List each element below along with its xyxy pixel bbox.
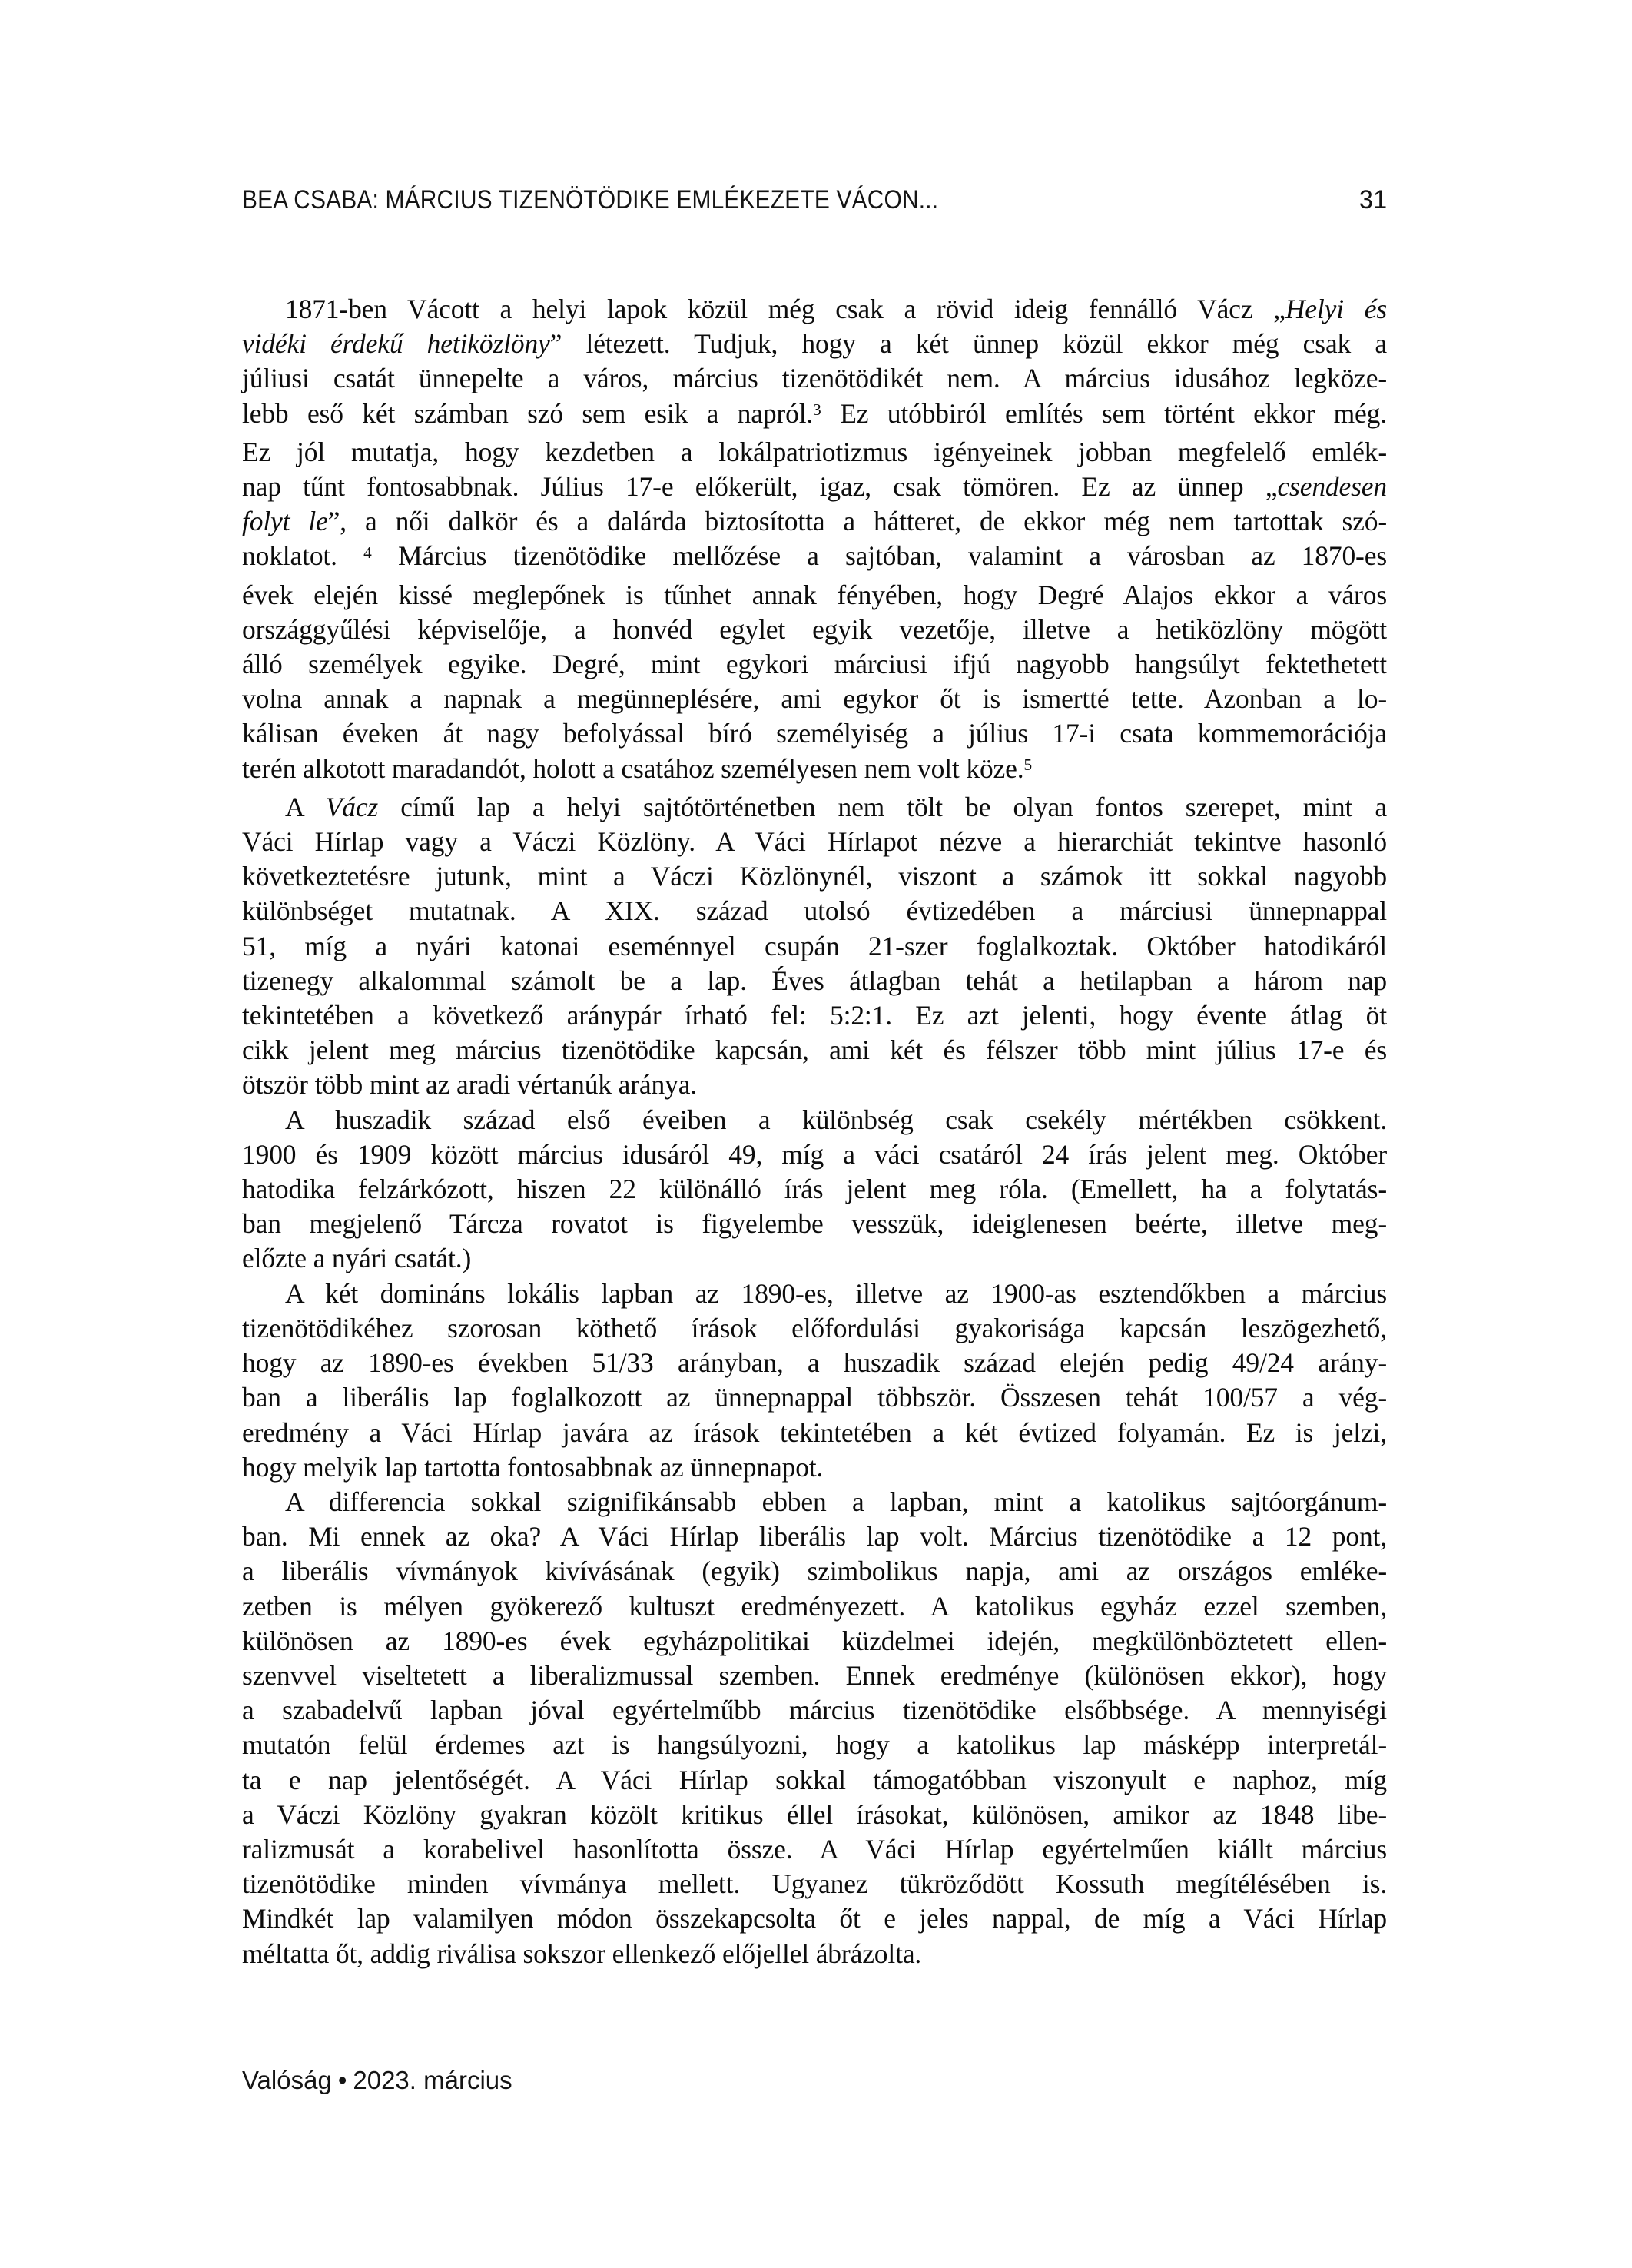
text-line [242, 825, 1387, 859]
text-line [242, 1937, 1387, 1971]
text-line [242, 435, 1387, 470]
text-line [242, 1901, 1387, 1936]
text-run: Ez jól mutatja, hogy kezdetben a lokálpatriotizmus igényeinek jobban megfelelő emlék- [242, 436, 1387, 467]
text-run: hogy az 1890-es években 51/33 arányban, a huszadik század elején pedig 49/24 arány- [242, 1347, 1387, 1379]
footnote-marker: 3 [813, 400, 821, 420]
text-run: a szabadelvű lapban jóval egyértelműbb március tizenötödike elsőbbsége. A mennyiségi [242, 1695, 1387, 1726]
text-run: ” létezett. Tudjuk, hogy a két ünnep közül ekkor még csak a [549, 328, 1387, 360]
text-run: eredmény a Váci Hírlap javára az írások tekintetében a két évtized folyamán. Ez is jelzi, [242, 1416, 1387, 1448]
text-line [242, 929, 1387, 964]
text-line [242, 1172, 1387, 1207]
text-run: terén alkotott maradandót, holott a csatához személyesen nem volt köze. [242, 752, 1024, 784]
text-line [242, 1311, 1387, 1346]
text-run: tizenötödike minden vívmánya mellett. Ugyanez tükröződött Kossuth megítélésében is. [242, 1868, 1387, 1900]
text-line [242, 1068, 1387, 1102]
text-run: Váci Hírlap vagy a Váczi Közlöny. A Váci Hírlapot nézve a hierarchiát tekintve hasonló [242, 826, 1387, 858]
text-run: álló személyek egyike. Degré, mint egykori márciusi ifjú nagyobb hangsúlyt fektethetett [242, 649, 1387, 680]
text-run: évek elején kissé meglepőnek is tűnhet annak fényében, hogy Degré Alajos ekkor a város [242, 579, 1387, 610]
text-run: országgyűlési képviselője, a honvéd egylet egyik vezetője, illetve a hetiközlöny mögött [242, 613, 1387, 645]
text-line [242, 504, 1387, 539]
text-line [242, 1624, 1387, 1659]
page-footer [242, 2066, 512, 2095]
text-run: Mindkét lap valamilyen módon összekapcsolta őt e jeles nappal, de míg a Váci Hírlap [242, 1903, 1387, 1934]
text-run: 51, míg a nyári katonai eseménnyel csupán 21-szer foglalkoztak. Október hatodikáról [242, 930, 1387, 961]
text-line [242, 1485, 1387, 1519]
text-line [242, 1380, 1387, 1415]
text-run: 1900 és 1909 között március idusáról 49, míg a váci csatáról 24 írás jelent meg. Október [242, 1138, 1387, 1170]
text-run: A differencia sokkal szignifikánsabb ebben a lapban, mint a katolikus sajtóorgánum- [285, 1486, 1387, 1517]
text-line [242, 1589, 1387, 1624]
text-line [242, 292, 1387, 327]
text-line [242, 682, 1387, 716]
text-run: Vácz [325, 791, 379, 822]
text-run: Március tizenötödike mellőzése a sajtóban, valamint a városban az 1870-es [371, 540, 1387, 572]
text-run: zetben is mélyen gyökerező kultuszt eredményezett. A katolikus egyház ezzel szemben, [242, 1590, 1387, 1622]
text-line [242, 1207, 1387, 1241]
text-line [242, 1867, 1387, 1901]
text-run: noklatot. [242, 540, 364, 572]
text-run: hatodika felzárkózott, hiszen 22 különálló írás jelent meg róla. (Emellett, ha a folytatás- [242, 1174, 1387, 1205]
page-header [242, 184, 1387, 217]
text-line [242, 1693, 1387, 1728]
text-line [242, 1277, 1387, 1311]
page-number: 31 [1358, 185, 1387, 214]
journal-name: Valóság [242, 2066, 332, 2094]
text-run: szenvvel viseltetett a liberalizmussal szemben. Ennek eredménye (különösen ekkor), hogy [242, 1659, 1387, 1691]
text-line [242, 998, 1387, 1033]
text-run: méltatta őt, addig riválisa sokszor ellenkező előjellel ábrázolta. [242, 1938, 922, 1969]
text-run: ban megjelenő Tárcza rovatot is figyelembe vesszük, ideiglenesen beérte, illetve meg- [242, 1208, 1387, 1240]
text-run: ”, a női dalkör és a dalárda biztosította a hátteret, de ekkor még nem tartottak szó- [327, 506, 1387, 537]
text-line [242, 613, 1387, 647]
text-line [242, 752, 1387, 790]
text-line [242, 1798, 1387, 1832]
text-run: nap tűnt fontosabbnak. Július 17-e előkerült, igaz, csak tömören. Ez az ünnep „ [242, 471, 1278, 503]
text-line [242, 1241, 1387, 1276]
text-run: cikk jelent meg március tizenötödike kapcsán, ami két és félszer több mint július 17-e és [242, 1034, 1387, 1066]
text-line [242, 964, 1387, 998]
text-line [242, 1450, 1387, 1485]
text-run: ta e nap jelentőségét. A Váci Hírlap sokkal támogatóbban viszonyult e naphoz, míg [242, 1764, 1387, 1795]
text-line [242, 1519, 1387, 1554]
text-run: következtetésre jutunk, mint a Váczi Közlönynél, viszont a számok itt sokkal nagyobb [242, 861, 1387, 892]
text-run: hogy melyik lap tartotta fontosabbnak az ünnepnapot. [242, 1451, 824, 1483]
text-line [242, 1832, 1387, 1867]
text-line [242, 790, 1387, 825]
text-line [242, 539, 1387, 577]
text-line [242, 1728, 1387, 1762]
text-run: kálisan éveken át nagy befolyással bíró személyiség a július 17-i csata kommemorációja [242, 718, 1387, 749]
text-run: tizenötödikéhez szorosan köthető írások előfordulási gyakorisága kapcsán leszögezhető, [242, 1312, 1387, 1343]
text-run: A huszadik század első éveiben a különbség csak csekély mértékben csökkent. [285, 1104, 1387, 1135]
text-run: lebb eső két számban szó sem esik a napról. [242, 397, 814, 429]
footnote-marker: 5 [1023, 755, 1033, 775]
text-line [242, 859, 1387, 894]
footnote-marker: 4 [363, 543, 372, 562]
text-run: csendesen [1277, 471, 1387, 503]
text-run: ban. Mi ennek az oka? A Váci Hírlap liberális lap volt. Március tizenötödike a 12 pont, [242, 1521, 1387, 1552]
text-line [242, 647, 1387, 682]
text-run: folyt le [242, 506, 328, 537]
text-run: a liberális vívmányok kivívásának (egyik) szimbolikus napja, ami az országos emléke- [242, 1556, 1387, 1587]
text-run: mutatón felül érdemes azt is hangsúlyozni, hogy a katolikus lap másképp interpretál- [242, 1729, 1387, 1761]
text-line [242, 397, 1387, 435]
text-run: júliusi csatát ünnepelte a város, március tizenötödikét nem. A március idusához legköze- [242, 363, 1387, 394]
text-run: Helyi és [1285, 294, 1387, 324]
running-title: BEA CSABA: MÁRCIUS TIZENÖTÖDIKE EMLÉKEZETE VÁCON... [242, 185, 939, 214]
text-run: 1871-ben Vácott a helyi lapok közül még csak a rövid ideig fennálló Vácz „ [285, 294, 1285, 324]
article-body [242, 292, 1387, 1971]
text-run: ötször több mint az aradi vértanúk aránya. [242, 1069, 698, 1101]
text-line [242, 470, 1387, 504]
text-line [242, 1137, 1387, 1172]
journal-issue: 2023. március [353, 2066, 512, 2094]
text-run: tekintetében a következő aránypár írható fel: 5:2:1. Ez azt jelenti, hogy évente átlag öt [242, 1000, 1387, 1031]
text-run: volna annak a napnak a megünneplésére, ami egykor őt is ismertté tette. Azonban a lo- [242, 683, 1387, 715]
text-line [242, 1554, 1387, 1589]
text-line [242, 716, 1387, 751]
text-line [242, 327, 1387, 361]
text-line [242, 894, 1387, 928]
text-run: tizenegy alkalommal számolt be a lap. Éves átlagban tehát a hetilapban a három nap [242, 965, 1387, 996]
text-run: A [285, 791, 326, 822]
text-line [242, 1763, 1387, 1798]
text-line [242, 361, 1387, 396]
footer-separator: • [337, 2066, 347, 2094]
text-run: vidéki érdekű hetiközlöny [242, 328, 550, 360]
text-line [242, 1659, 1387, 1693]
text-run: című lap a helyi sajtótörténetben nem tölt be olyan fontos szerepet, mint a [378, 791, 1387, 822]
text-line [242, 1416, 1387, 1450]
text-run: előzte a nyári csatát.) [242, 1243, 472, 1274]
text-run: A két domináns lokális lapban az 1890-es, illetve az 1900-as esztendőkben a március [285, 1277, 1387, 1309]
text-run: a Váczi Közlöny gyakran közölt kritikus éllel írásokat, különösen, amikor az 1848 libe- [242, 1798, 1387, 1830]
text-run: Ez utóbbiról említés sem történt ekkor még. [821, 397, 1387, 429]
text-run: ralizmusát a korabelivel hasonlította össze. A Váci Hírlap egyértelműen kiállt március [242, 1833, 1387, 1865]
text-run: különösen az 1890-es évek egyházpolitikai küzdelmei idején, megkülönböztetett ellen- [242, 1625, 1387, 1656]
text-line [242, 1033, 1387, 1068]
text-run: ban a liberális lap foglalkozott az ünnepnappal többször. Összesen tehát 100/57 a vég- [242, 1382, 1387, 1413]
text-line [242, 1346, 1387, 1380]
text-run: különbséget mutatnak. A XIX. század utolsó évtizedében a márciusi ünnepnappal [242, 895, 1387, 927]
text-line [242, 1103, 1387, 1137]
text-line [242, 578, 1387, 613]
